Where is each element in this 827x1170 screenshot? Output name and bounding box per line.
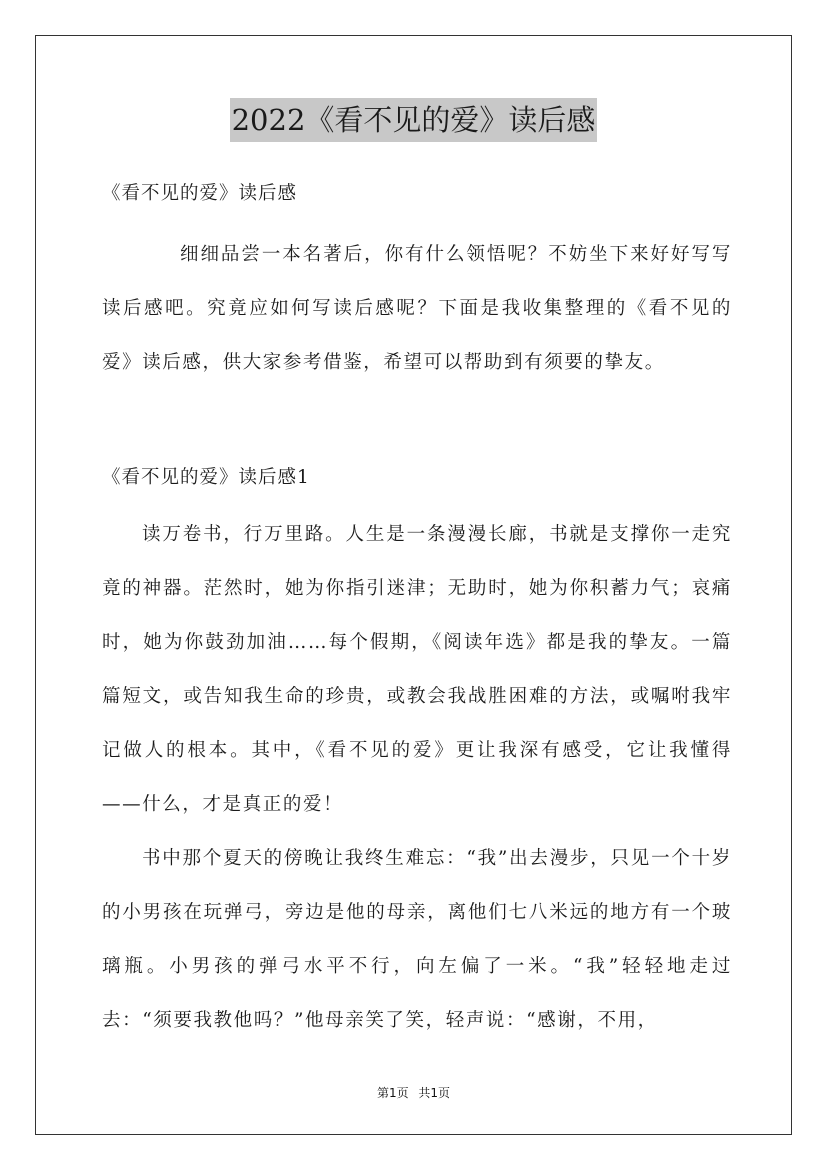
page-number: 第1页 [376,1086,409,1100]
title-container [0,98,827,142]
body-paragraph-2: 书中那个夏天的傍晚让我终生难忘：“我”出去漫步，只见一个十岁的小男孩在玩弹弓，旁边是他的母亲，离他们七八米远的地方有一个玻璃瓶。小男孩的弹弓水平不行，向左偏了一米。“我”轻轻地走过去：“须要我教他吗？”他母亲笑了笑，轻声说：“感谢，不用， [102,848,732,1031]
document-body [102,176,732,1048]
document-title: 2022《看不见的爱》读后感 [230,98,598,142]
section-heading: 《看不见的爱》读后感1 [102,467,310,488]
subtitle: 《看不见的爱》读后感 [102,183,298,204]
intro-paragraph: 细细品尝一本名著后，你有什么领悟呢？不妨坐下来好好写写读后感吧。究竟应如何写读后感呢？下面是我收集整理的《看不见的爱》读后感，供大家参考借鉴，希望可以帮助到有须要的挚友。 [102,244,732,373]
body-paragraph-1: 读万卷书，行万里路。人生是一条漫漫长廊，书就是支撑你一走究竟的神器。茫然时，她为你指引迷津；无助时，她为你积蓄力气；哀痛时，她为你鼓劲加油……每个假期，《阅读年选》都是我的挚友。一篇篇短文，或告知我生命的珍贵，或教会我战胜困难的方法，或嘱咐我牢记做人的根本。其中，《看不见的爱》更让我深有感受，它让我懂得——什么，才是真正的爱！ [102,524,732,815]
page-total: 共1页 [418,1086,451,1100]
page-footer [0,1084,827,1101]
